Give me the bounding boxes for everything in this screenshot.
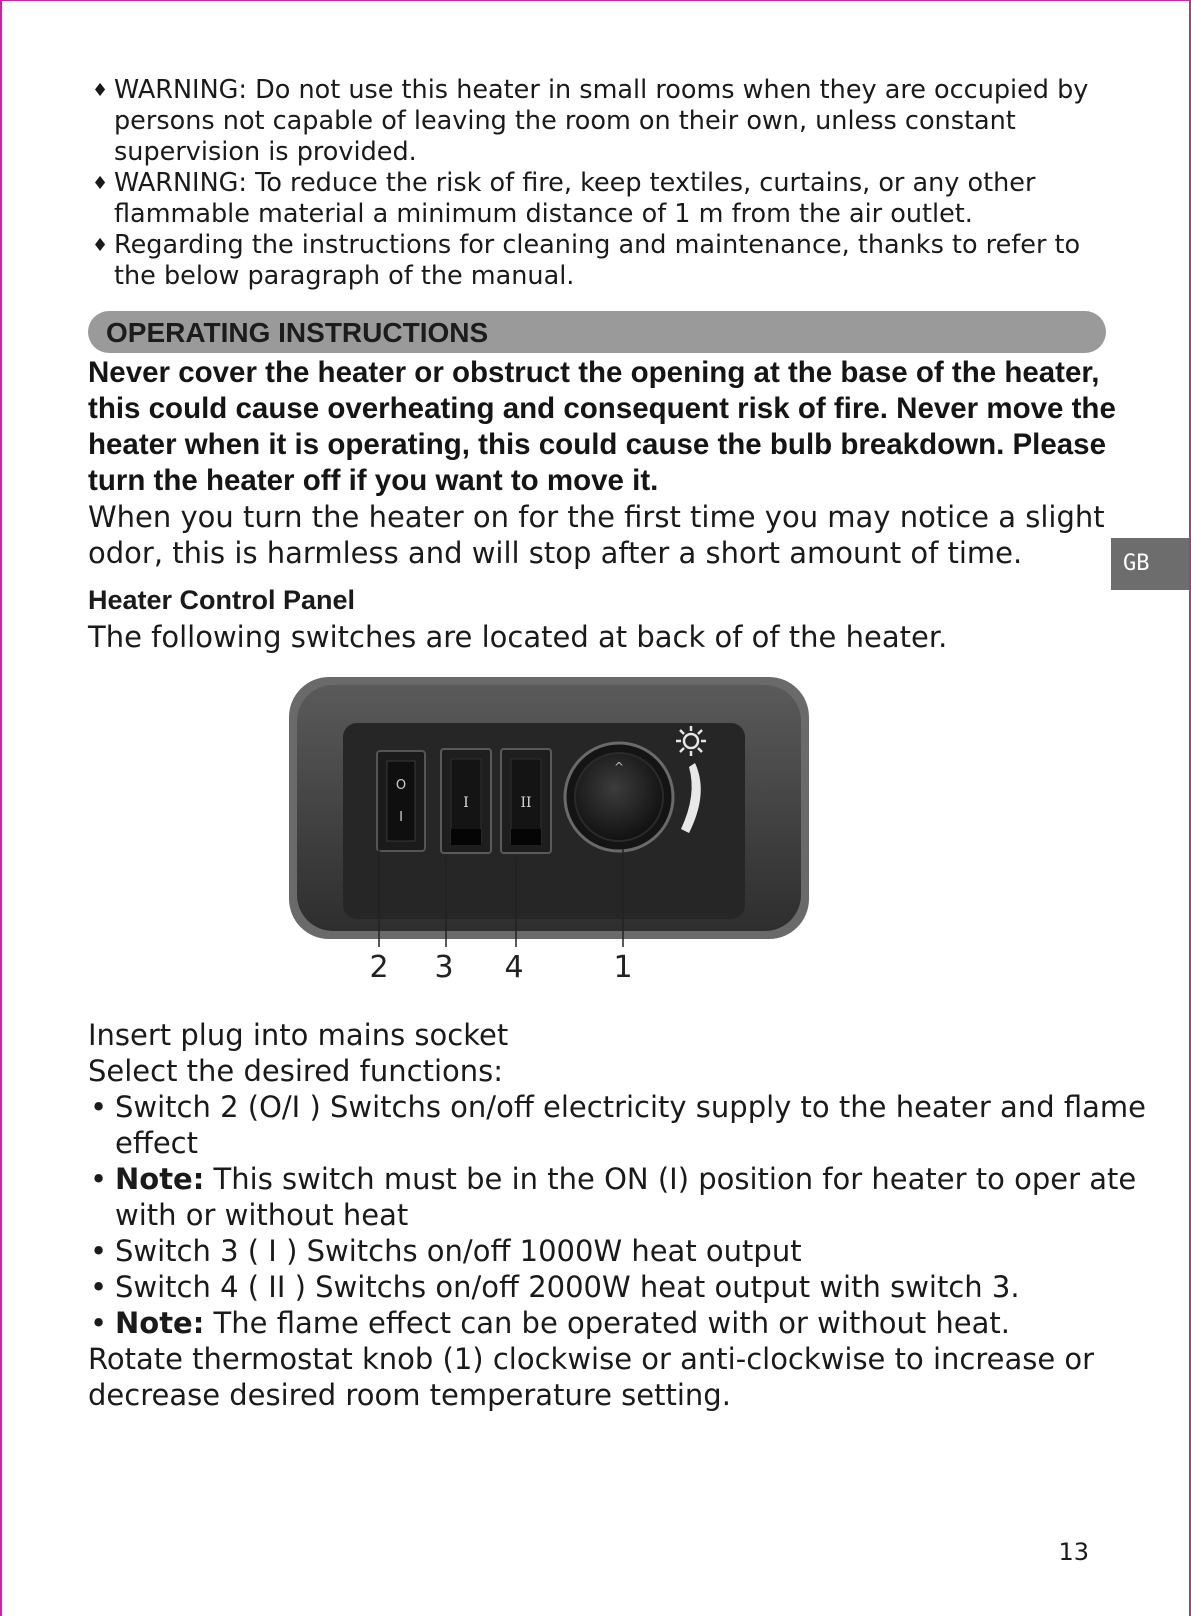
warning-text: WARNING: To reduce the risk of fire, keep textiles, curtains, or any other flammable material a minimum distance of 1 m from the air outlet.: [114, 168, 1036, 229]
control-panel-illustration: [287, 671, 812, 1011]
diamond-bullet-icon: ♦: [92, 80, 109, 101]
list-item: [88, 1161, 1148, 1233]
switch-2-off-label: O: [395, 778, 407, 793]
page-number: 13: [1058, 1538, 1089, 1566]
bullet-dot: •: [90, 1162, 108, 1196]
list-item-text: The flame effect can be operated with or without heat.: [204, 1306, 1010, 1340]
list-item-text: Switch 2 (O/I ) Switchs on/off electricity supply to the heater and flame effect: [115, 1090, 1146, 1160]
warnings-list: [92, 75, 1112, 292]
list-item: [88, 1233, 1148, 1269]
control-panel-intro: The following switches are located at back of of the heater.: [88, 620, 948, 654]
list-item: [88, 1269, 1148, 1305]
callout-1: 1: [613, 950, 633, 985]
control-panel-heading: Heater Control Panel: [88, 585, 356, 615]
list-item-text: Switch 4 ( II ) Switchs on/off 2000W heat output with switch 3.: [115, 1270, 1020, 1304]
control-panel-figure: [287, 671, 812, 1011]
list-item: [88, 1089, 1148, 1161]
switch-2-on-label: I: [399, 810, 403, 825]
callout-2: 2: [369, 950, 389, 985]
instructions-block: [88, 1017, 1148, 1413]
list-item: [88, 1305, 1148, 1341]
callout-3: 3: [434, 950, 454, 985]
safety-warning-bold: Never cover the heater or obstruct the opening at the base of the heater, this could cause overheating and consequent risk of fire. Never move the heater when it is operating, this could cause the bulb breakdown. Please turn the heater off if you want to move it.: [88, 356, 1116, 497]
list-item-text: This switch must be in the ON (I) position for heater to oper ate with or without heat: [115, 1162, 1137, 1232]
note-label: Note:: [115, 1162, 205, 1196]
callout-4: 4: [504, 950, 524, 985]
switch-2-rocker: [377, 751, 425, 851]
odor-note: When you turn the heater on for the first time you may notice a slight odor, this is harmless and will stop after a short amount of time.: [88, 500, 1105, 570]
bullet-dot: •: [90, 1234, 108, 1268]
warning-item: [92, 168, 1112, 230]
warning-item: [92, 75, 1112, 168]
warning-text: WARNING: Do not use this heater in small rooms when they are occupied by persons not capable of leaving the room on their own, unless constant supervision is provided.: [114, 75, 1089, 167]
note-label: Note:: [115, 1306, 205, 1340]
thermostat-instruction: Rotate thermostat knob (1) clockwise or anti-clockwise to increase or decrease desired room temperature setting.: [88, 1342, 1095, 1412]
bullet-dot: •: [90, 1306, 108, 1340]
bullet-dot: •: [90, 1090, 108, 1124]
bullet-dot: •: [90, 1270, 108, 1304]
instruction-line: Insert plug into mains socket: [88, 1018, 509, 1052]
warning-text: Regarding the instructions for cleaning and maintenance, thanks to refer to the below paragraph of the manual.: [114, 230, 1081, 291]
switch-3-label: I: [463, 795, 469, 811]
diamond-bullet-icon: ♦: [92, 235, 109, 256]
thermostat-knob: [565, 743, 673, 851]
section-title-bar: OPERATING INSTRUCTIONS: [88, 311, 1106, 353]
switch-4-label: II: [520, 795, 532, 811]
instruction-line: Select the desired functions:: [88, 1054, 504, 1088]
switch-4-rocker: [501, 749, 551, 853]
language-tab: GB: [1111, 538, 1189, 590]
knob-arrow-label: ^: [613, 760, 625, 774]
warning-item: [92, 230, 1112, 292]
switch-3-rocker: [441, 749, 491, 853]
diamond-bullet-icon: ♦: [92, 173, 109, 194]
list-item-text: Switch 3 ( I ) Switchs on/off 1000W heat output: [115, 1234, 802, 1268]
